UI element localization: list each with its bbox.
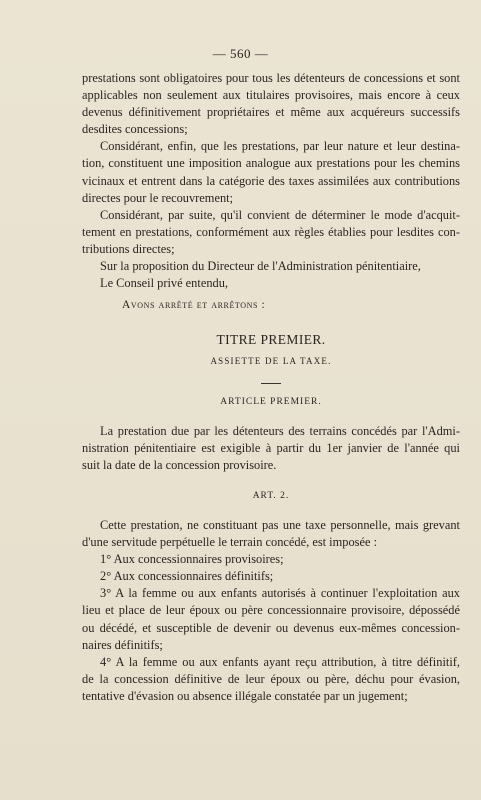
article-premier-text (82, 423, 460, 474)
text-line: applicables non seulement aux titulaires provisoires, mais encore à ceux (82, 88, 460, 103)
titre-premier-heading: TITRE PREMIER. (216, 332, 326, 348)
list-item-4 (82, 654, 460, 705)
page-number: — 560 — (212, 46, 269, 61)
text-line: prestations sont obligatoires pour tous les détenteurs de concessions et sont (82, 71, 460, 85)
paragraph-conseil-prive (82, 275, 460, 292)
text-line: devenus définitivement propriétaires et même aux acquéreurs successifs (82, 105, 460, 120)
paragraph-sur-la-proposition (82, 258, 460, 275)
text-line: Sur la proposition du Directeur de l'Administration pénitentiaire, (100, 259, 421, 274)
text-line: 3° A la femme ou aux enfants autorisés à continuer l'exploitation aux (100, 586, 460, 601)
list-item-3 (82, 585, 460, 653)
text-line: 2° Aux concessionnaires définitifs; (100, 569, 274, 584)
text-line: suit la date de la concession provisoire. (82, 457, 277, 472)
text-line: Considérant, enfin, que les prestations, par leur nature et leur destina- (100, 139, 460, 154)
text-line: lieu et place de leur époux ou père concessionnaire provisoire, dépossédé (82, 603, 460, 618)
text-line: desdites concessions; (82, 122, 188, 137)
text-line: Le Conseil privé entendu, (100, 276, 229, 291)
text-line: tributions directes; (82, 241, 175, 256)
section-divider (261, 383, 281, 384)
text-line: tentative d'évasion ou absence illégale constatée par un jugement; (82, 688, 408, 703)
avons-arrete: Avons arrêté et arrêtons : (122, 299, 266, 312)
text-line: vicinaux et entrent dans la catégorie des taxes assimilées aux contributions (82, 173, 460, 188)
text-line: 4° A la femme ou aux enfants ayant reçu attribution, à titre définitif, (100, 654, 460, 669)
text-line: ou décédé, et susceptible de devenir ou devenus eux-mêmes concession- (82, 620, 460, 635)
assiette-subheading: ASSIETTE DE LA TAXE. (210, 356, 332, 367)
paragraph-considerant-par-suite (82, 207, 460, 258)
text-line: La prestation due par les détenteurs des terrains concédés par l'Admi- (100, 423, 460, 438)
text-line: nistration pénitentiaire est exigible à partir du 1er janvier de l'année qui (82, 440, 460, 455)
text-line: 1° Aux concessionnaires provisoires; (100, 552, 284, 567)
article-premier-heading: ARTICLE PREMIER. (220, 396, 322, 407)
text-line: tion, constituent une imposition analogue aux prestations pour les chemins (82, 156, 460, 171)
text-line: naires définitifs; (82, 637, 163, 652)
text-line: de la concession définitive de leur époux ou père, déchu pour évasion, (82, 671, 460, 686)
list-item-2 (82, 568, 460, 585)
text-line: tement en prestations, conformément aux règles établies pour lesdites con- (82, 224, 460, 239)
paragraph-considerant-enfin (82, 138, 460, 206)
text-line: Cette prestation, ne constituant pas une taxe personnelle, mais grevant (100, 517, 460, 532)
article-2-heading: ART. 2. (252, 490, 290, 501)
text-line: Considérant, par suite, qu'il convient de déterminer le mode d'acquit- (100, 207, 460, 222)
list-item-1 (82, 551, 460, 568)
article-2-intro (82, 517, 460, 551)
text-line: d'une servitude perpétuelle le terrain concédé, est imposée : (82, 535, 378, 550)
text-line: directes pour le recouvrement; (82, 190, 234, 205)
page-body (82, 70, 460, 705)
paragraph-prestations (82, 70, 460, 138)
